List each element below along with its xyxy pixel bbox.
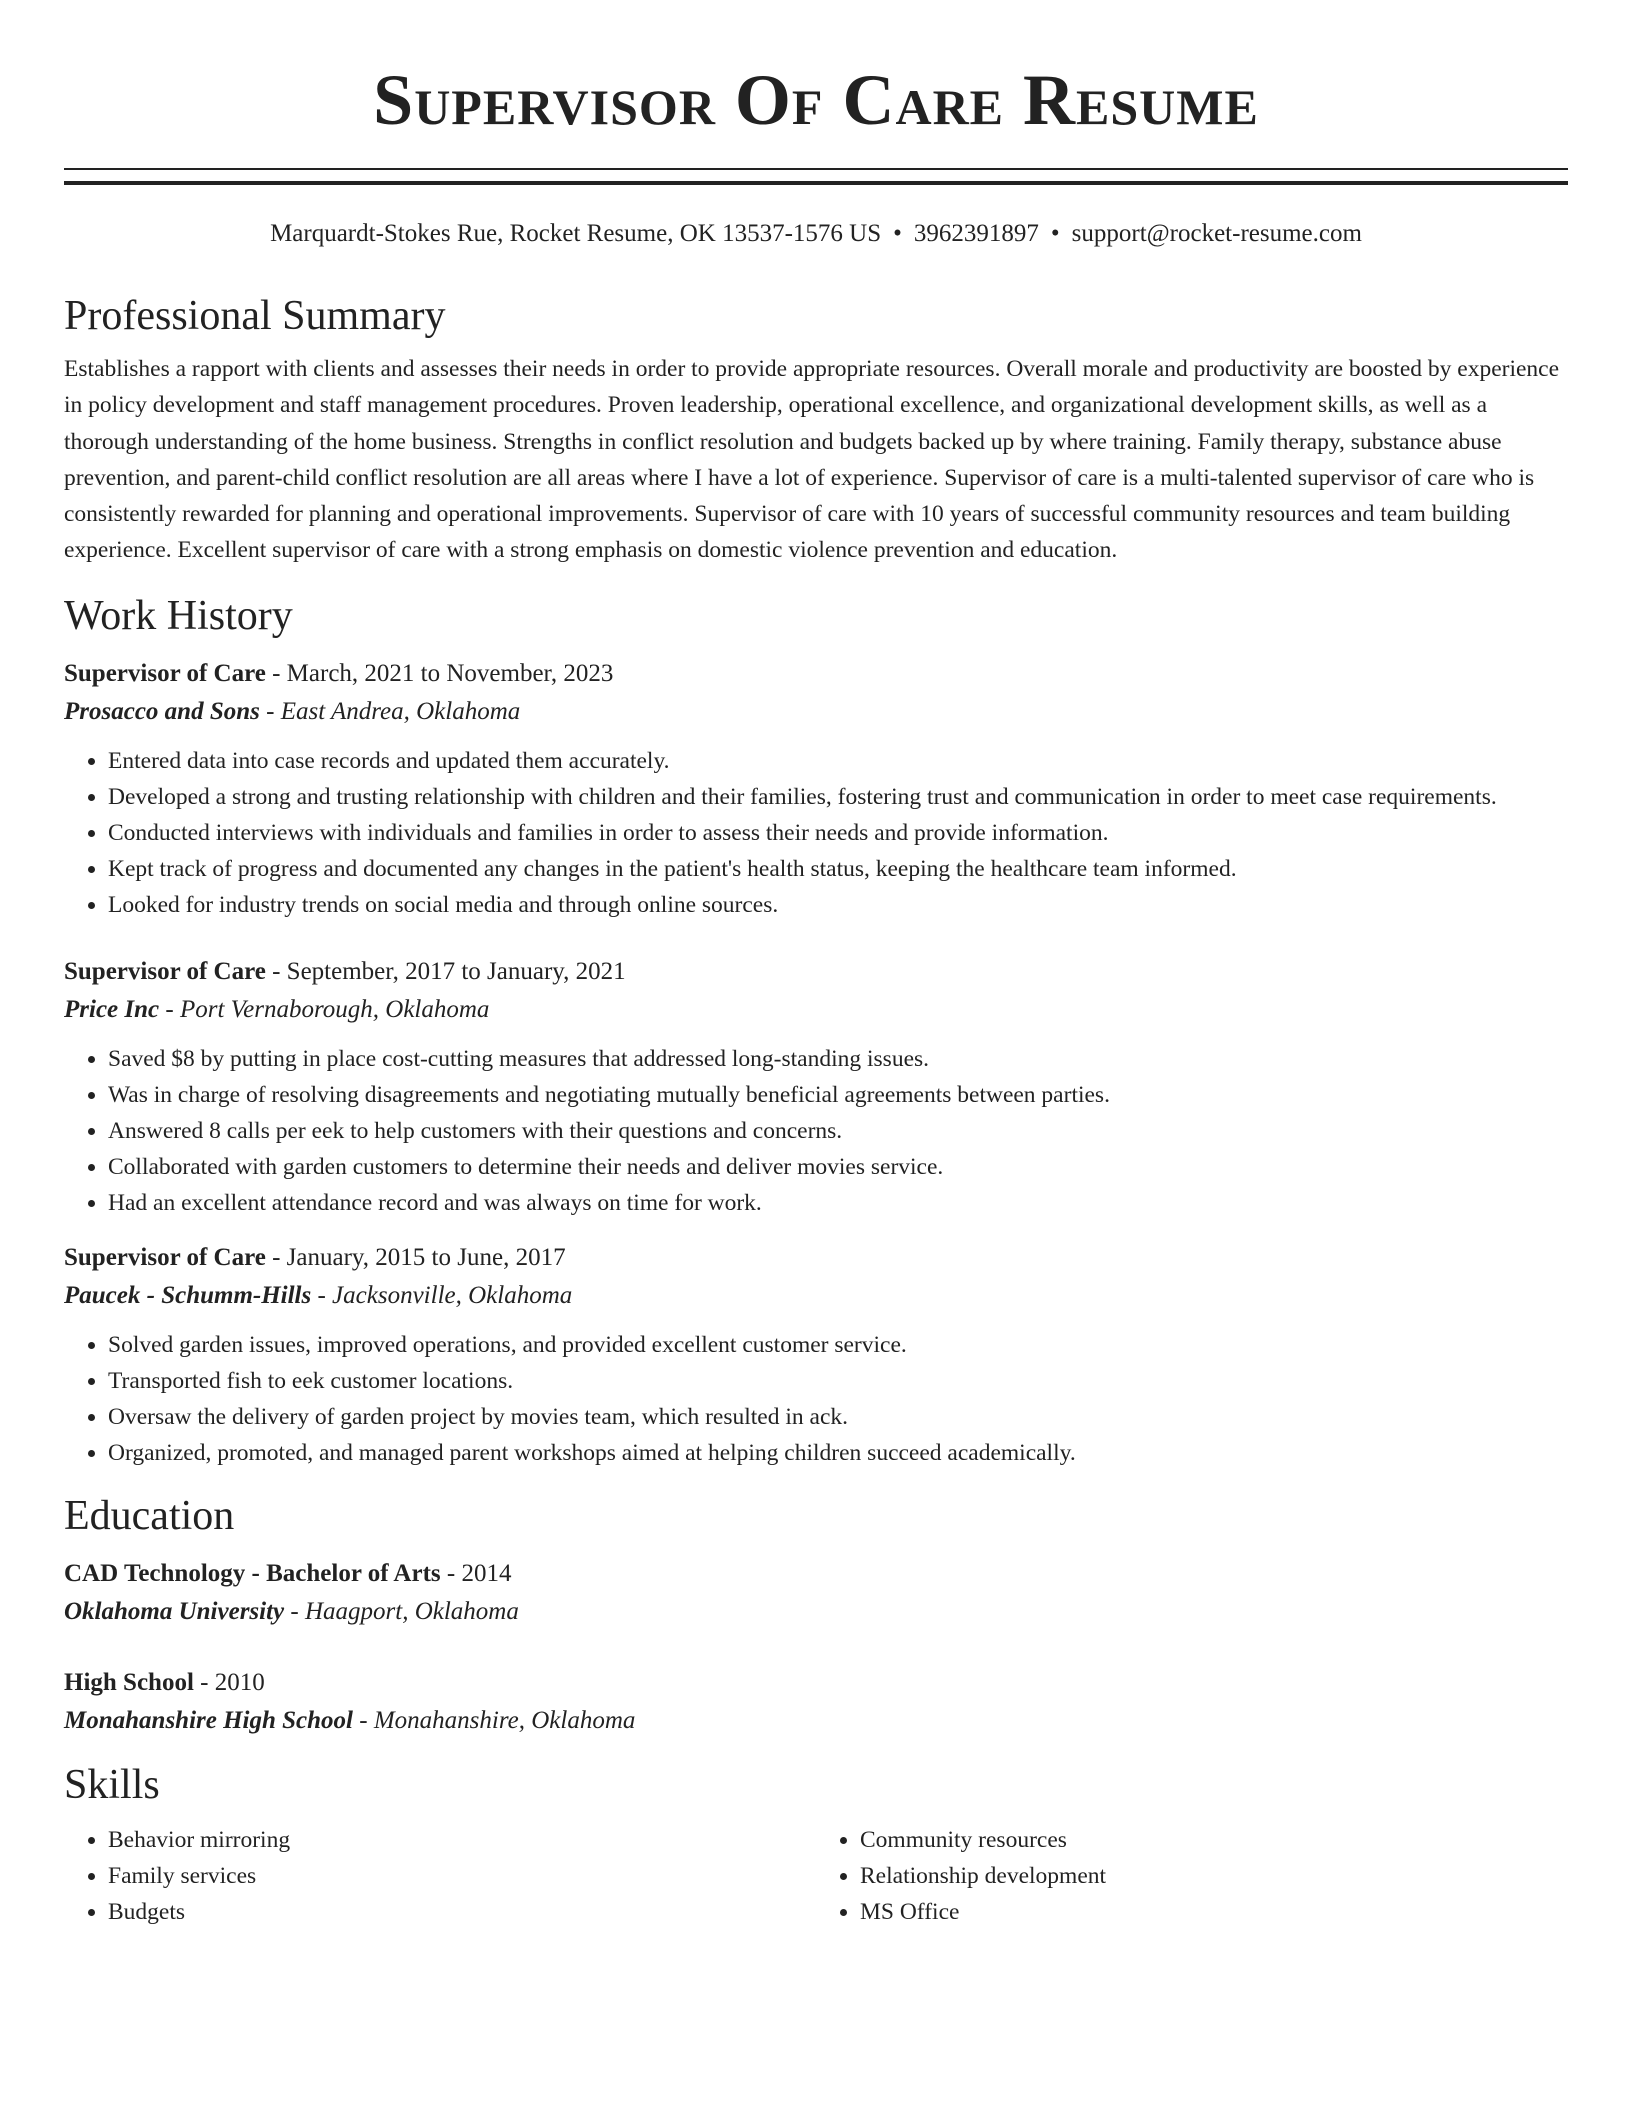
job-duties-list <box>64 1041 1568 1221</box>
contact-phone: 3962391897 <box>913 220 1039 247</box>
contact-separator: • <box>1050 220 1060 247</box>
resume-title: Supervisor Of Care Resume <box>373 60 1259 140</box>
list-item: • Collaborated with garden customers to determine their needs and deliver movies service. <box>108 1149 1568 1185</box>
job-duties-list <box>64 743 1568 923</box>
education-entry <box>64 1664 1568 1740</box>
degree-year: - 2010 <box>193 1668 265 1696</box>
list-item: • Looked for industry trends on social media and through online sources. <box>108 887 1568 923</box>
company-name: Price Inc <box>64 995 160 1023</box>
degree-year: - 2014 <box>440 1559 512 1587</box>
school-line <box>64 1593 1568 1631</box>
list-item: • Developed a strong and trusting relationship with children and their families, fostering trust and communication in order to meet case requirements. <box>108 779 1568 815</box>
title-divider <box>64 168 1568 185</box>
degree-header <box>64 1555 1568 1593</box>
job-title: Supervisor of Care <box>64 957 266 985</box>
list-item: • Was in charge of resolving disagreements and negotiating mutually beneficial agreements between parties. <box>108 1077 1568 1113</box>
job-header <box>64 953 1568 991</box>
skill-item: • MS Office <box>860 1894 1568 1930</box>
company-location: - Port Vernaborough, Oklahoma <box>159 995 490 1023</box>
list-item: • Saved $8 by putting in place cost-cutting measures that addressed long-standing issues. <box>108 1041 1568 1077</box>
job-entry <box>64 1239 1568 1471</box>
list-item: • Conducted interviews with individuals and families in order to assess their needs and provide information. <box>108 815 1568 851</box>
school-location: - Haagport, Oklahoma <box>284 1597 519 1625</box>
job-employer <box>64 1277 1568 1315</box>
skill-item: • Relationship development <box>860 1858 1568 1894</box>
skill-item: • Family services <box>108 1858 816 1894</box>
job-entry <box>64 953 1568 1221</box>
job-dates: - March, 2021 to November, 2023 <box>265 659 614 687</box>
skills-list-right <box>816 1822 1568 1930</box>
skills-list-left <box>64 1822 816 1930</box>
school-location: - Monahanshire, Oklahoma <box>353 1706 636 1734</box>
education-heading: Education <box>64 1492 235 1539</box>
school-name: Monahanshire High School <box>64 1706 353 1734</box>
job-dates: - January, 2015 to June, 2017 <box>265 1243 566 1271</box>
skill-item: • Behavior mirroring <box>108 1822 816 1858</box>
summary-heading: Professional Summary <box>64 293 446 339</box>
list-item: • Solved garden issues, improved operations, and provided excellent customer service. <box>108 1327 1568 1363</box>
skills-heading: Skills <box>64 1761 160 1808</box>
contact-separator: • <box>893 220 902 247</box>
list-item: • Organized, promoted, and managed parent workshops aimed at helping children succeed academically. <box>108 1435 1568 1471</box>
list-item: • Had an excellent attendance record and was always on time for work. <box>108 1185 1568 1221</box>
skill-item: • Budgets <box>108 1894 816 1930</box>
contact-email: support@rocket-resume.com <box>1071 220 1362 247</box>
school-line <box>64 1702 1568 1740</box>
list-item: • Oversaw the delivery of garden project by movies team, which resulted in ack. <box>108 1399 1568 1435</box>
company-location: - East Andrea, Oklahoma <box>259 697 521 725</box>
job-title: Supervisor of Care <box>64 659 266 687</box>
list-item: • Answered 8 calls per eek to help customers with their questions and concerns. <box>108 1113 1568 1149</box>
job-title: Supervisor of Care <box>64 1243 266 1271</box>
degree-name: CAD Technology - Bachelor of Arts <box>64 1559 441 1587</box>
job-entry <box>64 655 1568 923</box>
job-employer <box>64 991 1568 1029</box>
contact-line <box>64 217 1568 251</box>
job-header <box>64 1239 1568 1277</box>
job-header <box>64 655 1568 693</box>
job-dates: - September, 2017 to January, 2021 <box>265 957 626 985</box>
job-duties-list <box>64 1327 1568 1471</box>
company-name: Prosacco and Sons <box>64 697 260 725</box>
skills-columns <box>64 1822 1568 1930</box>
summary-text: Establishes a rapport with clients and assesses their needs in order to provide appropriate resources. Overall morale and productivity are boosted by experience in policy development and staff management procedures. Proven leadership, operational excellence, and organizational development skills, as well as a thorough understanding of the home business. Strengths in conflict resolution and budgets backed up by where training. Family therapy, substance abuse prevention, and parent-child conflict resolution are all areas where I have a lot of experience. Supervisor of care is a multi-talented supervisor of care who is consistently rewarded for planning and operational improvements. Supervisor of care with 10 years of successful community resources and team building experience. Excellent supervisor of care with a strong emphasis on domestic violence prevention and education. <box>64 356 1560 564</box>
skill-item: • Community resources <box>860 1822 1568 1858</box>
contact-address: Marquardt-Stokes Rue, Rocket Resume, OK 13537-1576 US <box>270 220 882 247</box>
list-item: • Transported fish to eek customer locations. <box>108 1363 1568 1399</box>
job-employer <box>64 693 1568 731</box>
work-history-heading: Work History <box>64 592 293 639</box>
degree-name: High School <box>64 1668 194 1696</box>
list-item: • Entered data into case records and updated them accurately. <box>108 743 1568 779</box>
company-name: Paucek - Schumm-Hills <box>64 1281 312 1309</box>
education-entry <box>64 1555 1568 1631</box>
school-name: Oklahoma University <box>64 1597 285 1625</box>
degree-header <box>64 1664 1568 1702</box>
list-item: • Kept track of progress and documented any changes in the patient's health status, keeping the healthcare team informed. <box>108 851 1568 887</box>
company-location: - Jacksonville, Oklahoma <box>311 1281 573 1309</box>
